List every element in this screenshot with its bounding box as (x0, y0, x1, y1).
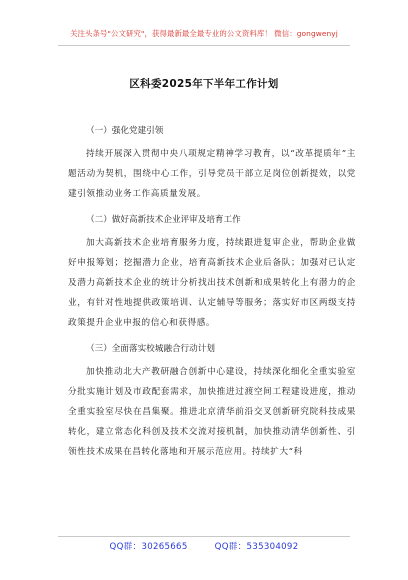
section-paragraph: 加快推动北大产教研融合创新中心建设，持续深化细化全重实验室分批实施计划及市政配套需求，加快推进过渡空间工程建设进度，推动全重实验室尽快在昌集聚。推进北京清华前沿交叉创新研究院科技成果转化，建立常态化科创及技术交流对接机制，加快推动清华创新性、引领性技术成果在昌转化落地和开展示范应用。持续扩大“科 (68, 366, 356, 458)
header-banner: 关注头条号"公文研究"，获得最新最全最专业的公文资料库！ 微信：gongwenyj (70, 29, 338, 38)
footer-qq-group-1: QQ群：30265665 (109, 542, 188, 552)
footer-qq-group-2: QQ群：535304092 (214, 542, 299, 552)
footer (0, 540, 408, 552)
section-heading: （三）全面落实校城融合行动计划 (86, 343, 215, 354)
footer-divider (58, 536, 350, 537)
section-paragraph: 持续开展深入贯彻中央八项规定精神学习教育，以“改革提质年”主题活动为契机，围绕中心工作，引导党员干部立足岗位创新提效，以党建引领推动业务工作高质量发展。 (68, 149, 356, 200)
header-divider (58, 45, 350, 46)
section-heading: （二）做好高新技术企业评审及培育工作 (86, 214, 241, 225)
document-title: 区科委2025年下半年工作计划 (129, 78, 279, 90)
section-paragraph: 加大高新技术企业培育服务力度，持续跟进复审企业，帮助企业做好申报筹划；挖掘潜力企业，培育高新技术企业后备队；加强对已认定及潜力高新技术企业的统计分析找出技术创新和成果转化上有潜力的企业，有针对性地提供政策培训、认定辅导等服务；落实好市区两级支持政策提升企业申报的信心和获得感。 (68, 237, 356, 329)
document-body (68, 121, 356, 468)
section-heading: （一）强化党建引领 (86, 126, 164, 136)
